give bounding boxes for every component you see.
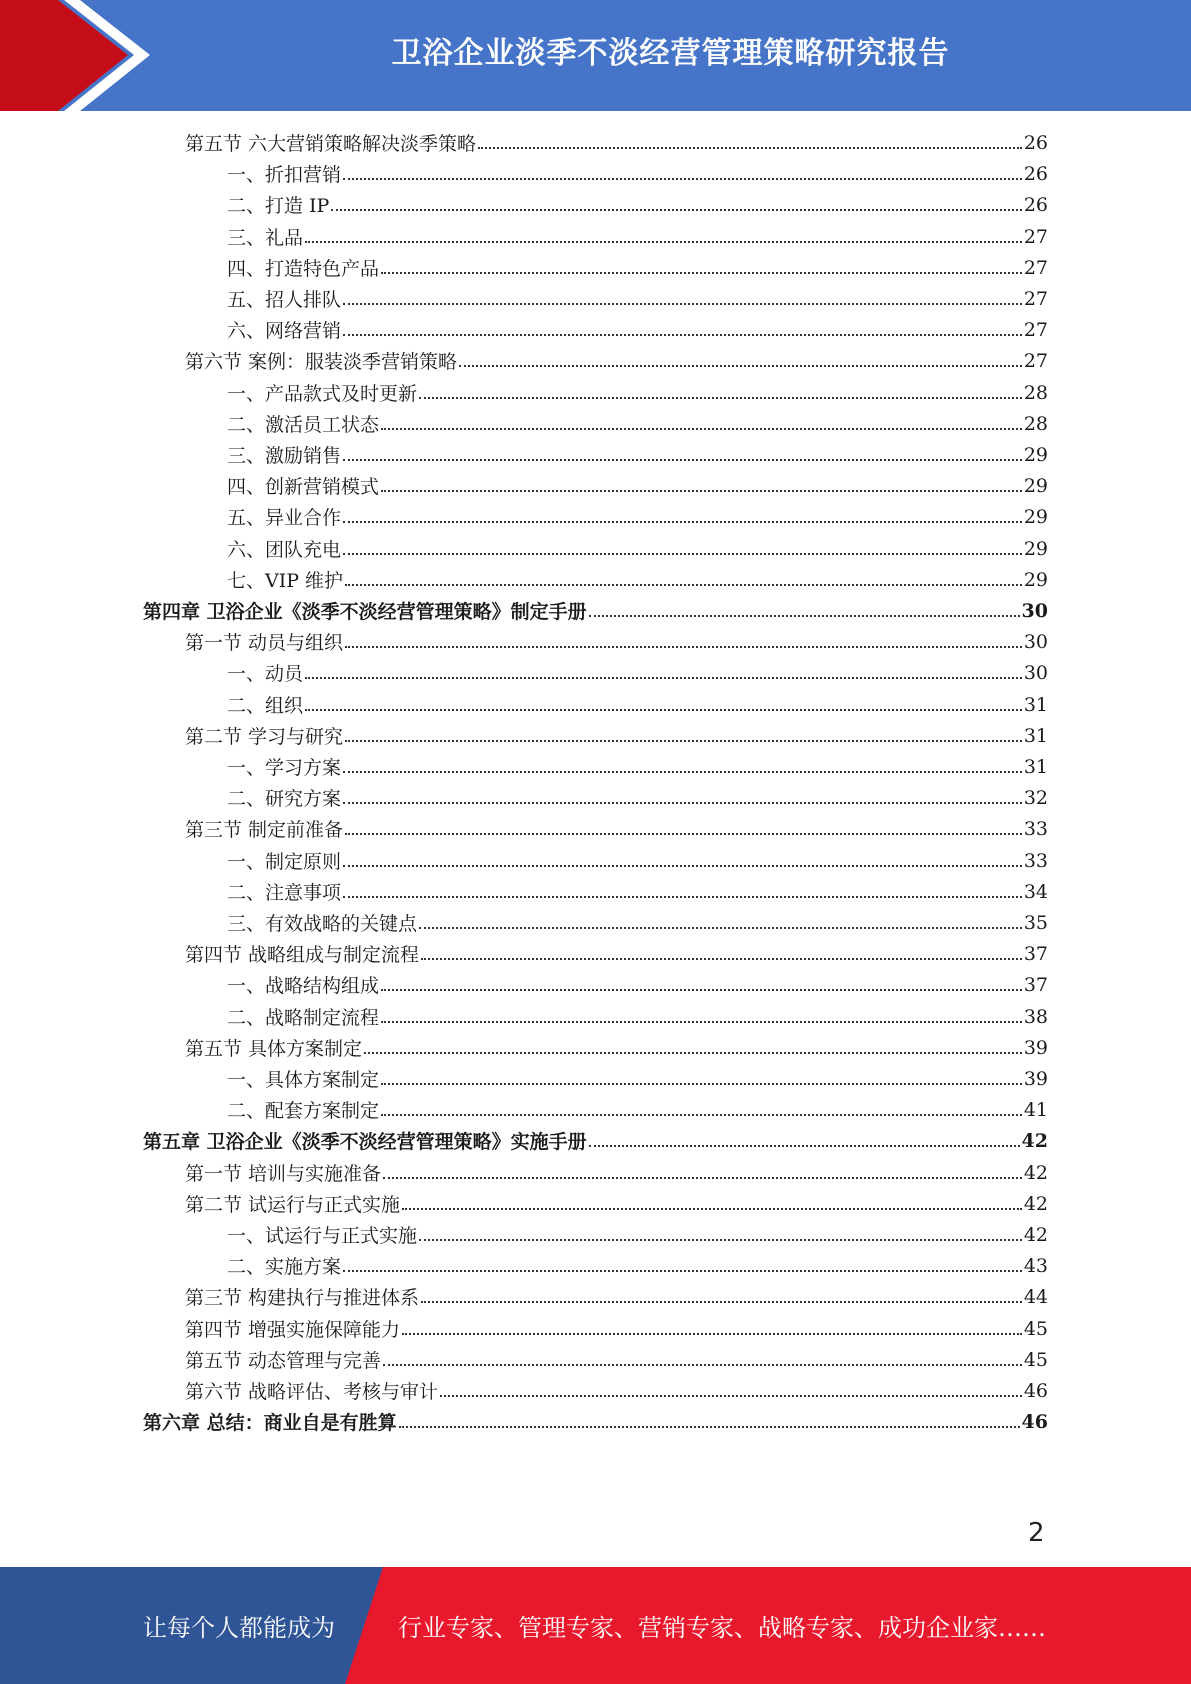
toc-dot-leader (383, 1345, 1022, 1366)
toc-entry-title: 第一节 动员与组织 (185, 632, 344, 654)
toc-entry-title: 二、打造 IP (227, 195, 330, 217)
toc-dot-leader (343, 159, 1022, 180)
toc-entry-title: 第四章 卫浴企业《淡季不淡经营管理策略》制定手册 (143, 601, 587, 623)
toc-dot-leader (478, 128, 1022, 149)
footer-slogan-right: 行业专家、管理专家、营销专家、战略专家、成功企业家…… (398, 1614, 1046, 1642)
toc-dot-leader (343, 502, 1022, 523)
toc-entry-page: 29 (1023, 443, 1048, 466)
toc-entry-title: 第二节 试运行与正式实施 (185, 1194, 401, 1216)
toc-item-entry[interactable] (227, 845, 1048, 876)
toc-dot-leader (345, 565, 1022, 586)
toc-entry-title: 第四节 增强实施保障能力 (185, 1319, 401, 1341)
toc-entry-page: 29 (1023, 474, 1048, 497)
toc-entry-title: 三、礼品 (227, 227, 304, 249)
toc-entry-title: 五、招人排队 (227, 289, 342, 311)
toc-entry-title: 第二节 学习与研究 (185, 726, 344, 748)
header-arrow-decoration (0, 0, 150, 111)
toc-entry-page: 27 (1023, 349, 1048, 372)
toc-entry-page: 27 (1023, 256, 1048, 279)
toc-dot-leader (343, 783, 1022, 804)
toc-dot-leader (343, 846, 1022, 867)
toc-entry-title: 第三节 构建执行与推进体系 (185, 1287, 420, 1309)
toc-item-entry[interactable] (227, 969, 1048, 1000)
toc-entry-page: 26 (1023, 162, 1048, 185)
toc-entry-title: 一、具体方案制定 (227, 1069, 380, 1091)
toc-item-entry[interactable] (227, 470, 1048, 501)
toc-item-entry[interactable] (227, 252, 1048, 283)
toc-entry-title: 第五节 动态管理与完善 (185, 1350, 382, 1372)
toc-item-entry[interactable] (227, 907, 1048, 938)
toc-entry-page: 33 (1023, 849, 1048, 872)
toc-dot-leader (364, 1033, 1022, 1054)
toc-entry-page: 42 (1023, 1161, 1048, 1184)
toc-item-entry[interactable] (227, 158, 1048, 189)
toc-entry-page: 46 (1023, 1379, 1048, 1402)
toc-entry-title: 一、试运行与正式实施 (227, 1225, 418, 1247)
toc-entry-title: 第六节 战略评估、考核与审计 (185, 1381, 439, 1403)
toc-section-entry[interactable] (185, 127, 1048, 158)
toc-dot-leader (343, 284, 1022, 305)
toc-dot-leader (419, 378, 1022, 399)
toc-entry-page: 34 (1023, 880, 1048, 903)
toc-entry-page: 37 (1023, 973, 1048, 996)
toc-item-entry[interactable] (227, 408, 1048, 439)
toc-dot-leader (343, 877, 1022, 898)
toc-item-entry[interactable] (227, 564, 1048, 595)
toc-dot-leader (421, 939, 1022, 960)
toc-dot-leader (419, 908, 1022, 929)
toc-entry-page: 42 (1021, 1129, 1048, 1152)
toc-section-entry[interactable] (185, 813, 1048, 844)
toc-entry-page: 44 (1023, 1285, 1048, 1308)
toc-entry-title: 第六章 总结：商业自是有胜算 (143, 1412, 397, 1434)
toc-entry-page: 33 (1023, 817, 1048, 840)
toc-item-entry[interactable] (227, 439, 1048, 470)
toc-chapter-entry[interactable] (143, 595, 1048, 626)
toc-dot-leader (343, 752, 1022, 773)
toc-entry-page: 45 (1023, 1348, 1048, 1371)
toc-entry-page: 28 (1023, 412, 1048, 435)
toc-section-entry[interactable] (185, 1157, 1048, 1188)
toc-entry-title: 二、实施方案 (227, 1256, 342, 1278)
toc-entry-title: 三、有效战略的关键点 (227, 913, 418, 935)
toc-dot-leader (345, 721, 1022, 742)
toc-entry-page: 43 (1023, 1254, 1048, 1277)
toc-entry-page: 30 (1023, 661, 1048, 684)
toc-section-entry[interactable] (185, 1281, 1048, 1312)
toc-dot-leader (305, 690, 1022, 711)
toc-item-entry[interactable] (227, 657, 1048, 688)
toc-entry-title: 二、激活员工状态 (227, 414, 380, 436)
page-number: 2 (1028, 1518, 1045, 1548)
toc-entry-page: 29 (1023, 537, 1048, 560)
toc-entry-title: 一、学习方案 (227, 757, 342, 779)
toc-section-entry[interactable] (185, 938, 1048, 969)
toc-dot-leader (399, 1407, 1020, 1428)
toc-dot-leader (381, 1095, 1022, 1116)
toc-entry-page: 29 (1023, 505, 1048, 528)
toc-item-entry[interactable] (227, 314, 1048, 345)
toc-section-entry[interactable] (185, 1375, 1048, 1406)
toc-chapter-entry[interactable] (143, 1406, 1048, 1437)
toc-entry-page: 42 (1023, 1192, 1048, 1215)
toc-entry-page: 26 (1023, 193, 1048, 216)
toc-entry-title: 第六节 案例：服装淡季营销策略 (185, 351, 458, 373)
toc-entry-page: 31 (1023, 755, 1048, 778)
toc-entry-title: 七、VIP 维护 (227, 570, 344, 592)
toc-dot-leader (440, 1376, 1022, 1397)
footer-slogan-left: 让每个人都能成为 (143, 1614, 335, 1642)
toc-dot-leader (589, 596, 1020, 617)
toc-entry-title: 四、打造特色产品 (227, 258, 380, 280)
toc-section-entry[interactable] (185, 345, 1048, 376)
toc-entry-title: 一、折扣营销 (227, 164, 342, 186)
toc-entry-page: 39 (1023, 1067, 1048, 1090)
toc-dot-leader (331, 190, 1021, 211)
toc-dot-leader (419, 1220, 1022, 1241)
toc-entry-title: 一、制定原则 (227, 851, 342, 873)
footer-banner (0, 1567, 1191, 1684)
toc-dot-leader (345, 814, 1022, 835)
toc-section-entry[interactable] (185, 1032, 1048, 1063)
toc-item-entry[interactable] (227, 1219, 1048, 1250)
toc-item-entry[interactable] (227, 782, 1048, 813)
toc-dot-leader (383, 1158, 1022, 1179)
toc-entry-title: 四、创新营销模式 (227, 476, 380, 498)
toc-dot-leader (402, 1314, 1022, 1335)
header-banner (0, 0, 1191, 111)
toc-entry-title: 三、激励销售 (227, 445, 342, 467)
toc-entry-title: 一、产品款式及时更新 (227, 383, 418, 405)
toc-entry-page: 31 (1023, 693, 1048, 716)
toc-item-entry[interactable] (227, 689, 1048, 720)
toc-entry-title: 第五节 具体方案制定 (185, 1038, 363, 1060)
toc-dot-leader (343, 440, 1022, 461)
toc-entry-page: 26 (1023, 131, 1048, 154)
toc-section-entry[interactable] (185, 1313, 1048, 1344)
toc-entry-page: 30 (1021, 599, 1048, 622)
toc-dot-leader (381, 1064, 1022, 1085)
toc-entry-title: 六、团队充电 (227, 539, 342, 561)
document-title: 卫浴企业淡季不淡经营管理策略研究报告 (391, 36, 950, 71)
toc-dot-leader (343, 534, 1022, 555)
toc-section-entry[interactable] (185, 626, 1048, 657)
toc-item-entry[interactable] (227, 283, 1048, 314)
toc-item-entry[interactable] (227, 1063, 1048, 1094)
toc-dot-leader (381, 1002, 1022, 1023)
toc-entry-title: 第三节 制定前准备 (185, 819, 344, 841)
toc-entry-title: 二、研究方案 (227, 788, 342, 810)
toc-chapter-entry[interactable] (143, 1125, 1048, 1156)
toc-item-entry[interactable] (227, 1250, 1048, 1281)
toc-dot-leader (381, 409, 1022, 430)
toc-entry-title: 第五节 六大营销策略解决淡季策略 (185, 133, 477, 155)
toc-dot-leader (402, 1189, 1022, 1210)
toc-dot-leader (305, 658, 1022, 679)
toc-entry-page: 38 (1023, 1005, 1048, 1028)
toc-dot-leader (589, 1126, 1020, 1147)
toc-entry-page: 35 (1023, 911, 1048, 934)
toc-entry-page: 32 (1023, 786, 1048, 809)
toc-item-entry[interactable] (227, 377, 1048, 408)
toc-entry-page: 46 (1021, 1410, 1048, 1433)
toc-section-entry[interactable] (185, 1344, 1048, 1375)
toc-item-entry[interactable] (227, 189, 1048, 220)
toc-entry-title: 六、网络营销 (227, 320, 342, 342)
toc-entry-page: 41 (1023, 1098, 1048, 1121)
toc-item-entry[interactable] (227, 501, 1048, 532)
toc-entry-page: 28 (1023, 381, 1048, 404)
toc-item-entry[interactable] (227, 876, 1048, 907)
toc-entry-title: 一、战略结构组成 (227, 975, 380, 997)
toc-entry-title: 二、配套方案制定 (227, 1100, 380, 1122)
toc-entry-title: 第四节 战略组成与制定流程 (185, 944, 420, 966)
toc-entry-title: 第一节 培训与实施准备 (185, 1163, 382, 1185)
toc-entry-title: 一、动员 (227, 663, 304, 685)
toc-entry-page: 27 (1023, 287, 1048, 310)
toc-dot-leader (381, 471, 1022, 492)
toc-entry-page: 30 (1023, 630, 1048, 653)
toc-entry-page: 37 (1023, 942, 1048, 965)
toc-entry-page: 27 (1023, 225, 1048, 248)
toc-entry-title: 二、战略制定流程 (227, 1007, 380, 1029)
toc-entry-title: 二、组织 (227, 695, 304, 717)
toc-section-entry[interactable] (185, 720, 1048, 751)
toc-entry-title: 第五章 卫浴企业《淡季不淡经营管理策略》实施手册 (143, 1131, 587, 1153)
toc-entry-page: 42 (1023, 1223, 1048, 1246)
toc-entry-page: 45 (1023, 1317, 1048, 1340)
toc-dot-leader (459, 346, 1022, 367)
toc-item-entry[interactable] (227, 533, 1048, 564)
toc-entry-page: 39 (1023, 1036, 1048, 1059)
toc-item-entry[interactable] (227, 1094, 1048, 1125)
toc-entry-title: 二、注意事项 (227, 882, 342, 904)
toc-dot-leader (305, 222, 1022, 243)
toc-dot-leader (421, 1282, 1022, 1303)
toc-dot-leader (345, 627, 1022, 648)
toc-dot-leader (381, 970, 1022, 991)
toc-entry-page: 31 (1023, 724, 1048, 747)
toc-entry-page: 27 (1023, 318, 1048, 341)
toc-section-entry[interactable] (185, 1188, 1048, 1219)
toc-item-entry[interactable] (227, 221, 1048, 252)
toc-dot-leader (343, 315, 1022, 336)
toc-entry-page: 29 (1023, 568, 1048, 591)
toc-item-entry[interactable] (227, 1001, 1048, 1032)
toc-item-entry[interactable] (227, 751, 1048, 782)
toc-dot-leader (381, 253, 1022, 274)
toc-entry-title: 五、异业合作 (227, 507, 342, 529)
toc-dot-leader (343, 1251, 1022, 1272)
